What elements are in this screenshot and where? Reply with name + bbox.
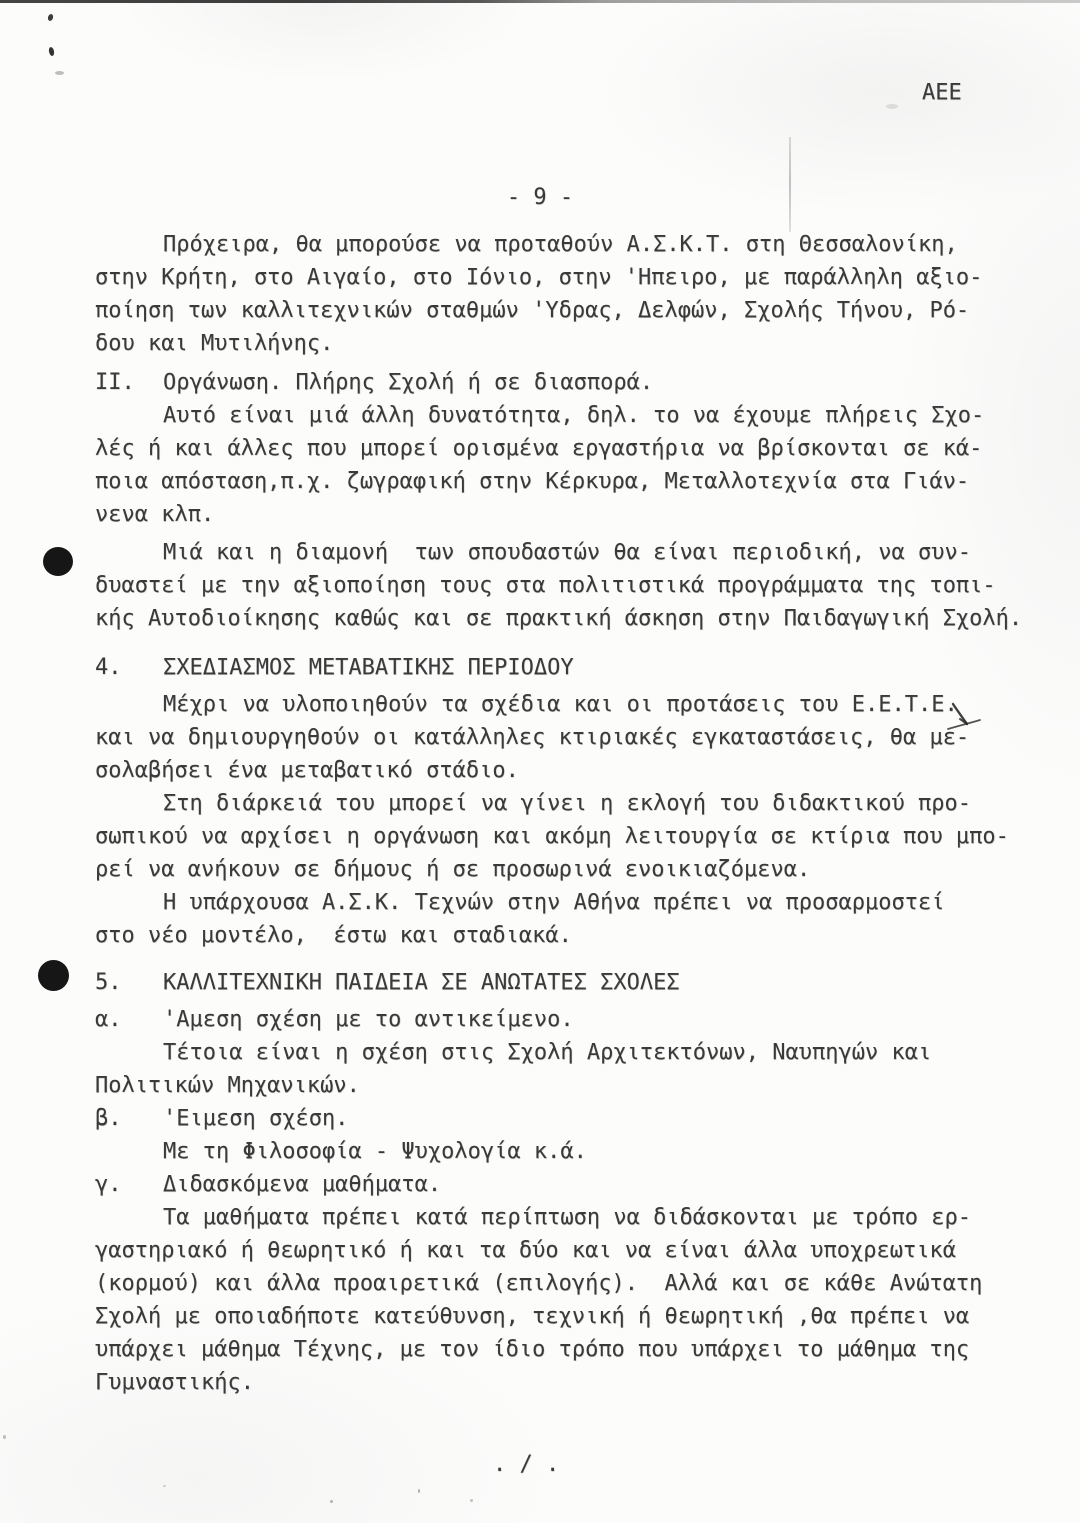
- item-label: II.: [95, 370, 135, 395]
- section-heading: [95, 966, 1055, 999]
- scan-speck: [470, 1499, 473, 1502]
- item-label: β.: [95, 1106, 122, 1131]
- text-line: νενα κλπ.: [95, 502, 215, 527]
- text-line: στην Κρήτη, στο Αιγαίο, στο Ιόνιο, στην 'Ηπειρο, με παράλληλη αξιο-: [95, 265, 983, 290]
- text-line: Στη διάρκειά του μπορεί να γίνει η εκλογή του διδακτικού προ-: [163, 791, 971, 816]
- page-number: - 9 -: [506, 185, 574, 210]
- paragraph: [95, 228, 1055, 360]
- text-line: λές ή και άλλες που μπορεί ορισμένα εργαστήρια να βρίσκονται σε κά-: [95, 436, 983, 461]
- paragraph: [95, 536, 1055, 635]
- text-line: δου και Μυτιλήνης.: [95, 331, 334, 356]
- paragraph: [95, 1036, 1055, 1102]
- scan-edge-artifact: [0, 0, 1080, 3]
- scan-speck: [48, 47, 55, 57]
- text-line: Σχολή με οποιαδήποτε κατεύθυνση, τεχνική ή θεωρητική ,θα πρέπει να: [95, 1304, 970, 1329]
- scan-speck: [55, 71, 64, 75]
- item-text: ΣΧΕΔΙΑΣΜΟΣ ΜΕΤΑΒΑΤΙΚΗΣ ΠΕΡΙΟΔΟΥ: [163, 655, 574, 680]
- continuation-mark: . / .: [493, 1452, 560, 1477]
- scan-speck: [330, 1500, 333, 1503]
- scan-speck: [163, 1485, 166, 1487]
- text-line: Γυμναστικής.: [95, 1370, 254, 1395]
- paragraph: [95, 688, 1055, 787]
- punch-hole: [38, 960, 69, 991]
- text-line: γαστηριακό ή θεωρητικό ή και τα δύο και να είναι άλλα υποχρεωτικά: [95, 1238, 956, 1263]
- text-line: (κορμού) και άλλα προαιρετικά (επιλογής). Αλλά και σε κάθε Ανώτατη: [95, 1271, 983, 1296]
- scan-speck: [3, 1435, 6, 1439]
- paragraph: [95, 399, 1055, 531]
- scan-speck: [47, 13, 54, 21]
- text-line: σωπικού να αρχίσει η οργάνωση και ακόμη λειτουργία σε κτίρια που μπο-: [95, 824, 1009, 849]
- section-heading: [95, 366, 1055, 399]
- list-item: [95, 1003, 1055, 1036]
- text-line: Πολιτικών Μηχανικών.: [95, 1073, 360, 1098]
- scan-speck: [418, 1489, 420, 1493]
- item-label: γ.: [95, 1172, 122, 1197]
- item-text: 'Ειμεση σχέση.: [163, 1106, 349, 1131]
- item-label: α.: [95, 1007, 122, 1032]
- scan-speck: [886, 104, 898, 109]
- item-text: ΚΑΛΛΙΤΕΧΝΙΚΗ ΠΑΙΔΕΙΑ ΣΕ ΑΝΩΤΑΤΕΣ ΣΧΟΛΕΣ: [163, 970, 680, 995]
- text-line: Τέτοια είναι η σχέση στις Σχολή Αρχιτεκτόνων, Ναυπηγών και: [163, 1040, 932, 1065]
- list-item: [95, 1102, 1055, 1135]
- text-line: Αυτό είναι μιά άλλη δυνατότητα, δηλ. το να έχουμε πλήρεις Σχο-: [163, 403, 985, 428]
- text-line: ρεί να ανήκουν σε δήμους ή σε προσωρινά ενοικιαζόμενα.: [95, 857, 811, 882]
- paragraph: [95, 1135, 1055, 1168]
- text-line: δυαστεί με την αξιοποίηση τους στα πολιτιστικά προγράμματα της τοπι-: [95, 573, 996, 598]
- text-line: Η υπάρχουσα Α.Σ.Κ. Τεχνών στην Αθήνα πρέπει να προσαρμοστεί: [163, 890, 945, 915]
- text-line: ποια απόσταση,π.χ. ζωγραφική στην Κέρκυρα, Μεταλλοτεχνία στα Γιάν-: [95, 469, 970, 494]
- text-line: υπάρχει μάθημα Τέχνης, με τον ίδιο τρόπο που υπάρχει το μάθημα της: [95, 1337, 970, 1362]
- paragraph: [95, 787, 1055, 886]
- text-line: Τα μαθήματα πρέπει κατά περίπτωση να διδάσκονται με τρόπο ερ-: [163, 1205, 971, 1230]
- text-line: στο νέο μοντέλο, έστω και σταδιακά.: [95, 923, 572, 948]
- text-line: Μέχρι να υλοποιηθούν τα σχέδια και οι προτάσεις του Ε.Ε.Τ.Ε.: [163, 692, 958, 717]
- text-line: Πρόχειρα, θα μπορούσε να προταθούν Α.Σ.Κ.Τ. στη Θεσσαλονίκη,: [163, 232, 958, 257]
- text-line: κής Αυτοδιοίκησης καθώς και σε πρακτική άσκηση στην Παιδαγωγική Σχολή.: [95, 606, 1023, 631]
- item-label: 4.: [95, 655, 122, 680]
- section-heading: [95, 651, 1055, 684]
- item-label: 5.: [95, 970, 122, 995]
- handwritten-check-mark: [946, 702, 984, 734]
- item-text: Διδασκόμενα μαθήματα.: [163, 1172, 442, 1197]
- list-item: [95, 1168, 1055, 1201]
- text-line: Μιά και η διαμονή των σπουδαστών θα είναι περιοδική, να συν-: [163, 540, 971, 565]
- text-line: και να δημιουργηθούν οι κατάλληλες κτιριακές εγκαταστάσεις, θα με-: [95, 725, 970, 750]
- paragraph: [95, 1201, 1055, 1399]
- punch-hole: [43, 547, 73, 576]
- text-line: Με τη Φιλοσοφία - Ψυχολογία κ.ά.: [163, 1139, 587, 1164]
- text-line: σολαβήσει ένα μεταβατικό στάδιο.: [95, 758, 519, 783]
- item-text: 'Αμεση σχέση με το αντικείμενο.: [163, 1007, 574, 1032]
- document-body: [95, 228, 1055, 1399]
- text-line: ποίηση των καλλιτεχνικών σταθμών 'Υδρας, Δελφών, Σχολής Τήνου, Ρό-: [95, 298, 970, 323]
- paragraph: [95, 886, 1055, 952]
- item-text: Οργάνωση. Πλήρης Σχολή ή σε διασπορά.: [163, 370, 654, 395]
- corner-label: ΑΕΕ: [922, 80, 962, 105]
